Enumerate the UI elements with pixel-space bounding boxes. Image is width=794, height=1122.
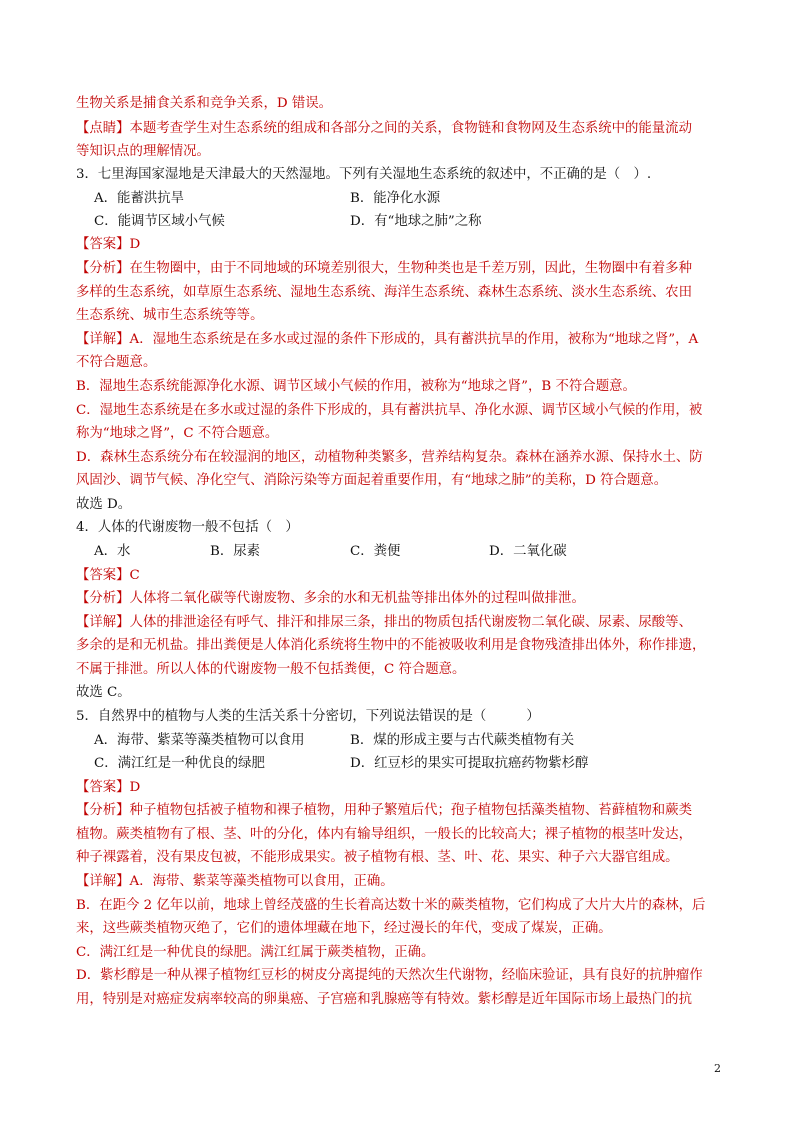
- q5-detail-line: 来，这些蕨类植物灭绝了，它们的遗体埋藏在地下，经过漫长的年代，变成了煤炭，正确。: [76, 921, 612, 936]
- q3-detail-line: C．湿地生态系统是在多水或过湿的条件下形成的，具有蓄洪抗旱、净化水源、调节区域小气候的作用，被: [76, 403, 703, 418]
- q4-detail-line: 【详解】人体的排泄途径有呼气、排汗和排尿三条，排出的物质包括代谢废物二氧化碳、尿素、尿酸等、: [76, 615, 692, 630]
- q4-conclusion: 故选 C。: [76, 685, 131, 700]
- q3-detail-line: 风固沙、调节气候、净化空气、消除污染等方面起着重要作用，有“地球之肺”的美称，D 符合题意。: [76, 473, 668, 488]
- q4-option-c: C．粪便: [350, 544, 401, 559]
- q5-analysis-line: 种子裸露着，没有果皮包被，不能形成果实。被子植物有根、茎、叶、花、果实、种子六大器官组成。: [76, 850, 679, 865]
- continuation-line: 生物关系是捕食关系和竞争关系，D 错误。: [76, 96, 333, 111]
- q3-option-d: D．有“地球之肺”之称: [350, 214, 482, 229]
- q5-analysis-line: 植物。蕨类植物有了根、茎、叶的分化，体内有输导组织，一般长的比较高大；裸子植物的根茎叶发达，: [76, 827, 692, 842]
- comment-line: 等知识点的理解情况。: [76, 144, 210, 159]
- q3-analysis-line: 【分析】在生物圈中，由于不同地域的环境差别很大，生物种类也是千差万别，因此，生物圈中有着多种: [76, 261, 692, 276]
- q3-detail-line: 称为“地球之肾”，C 不符合题意。: [76, 426, 279, 441]
- q5-option-c: C．满江红是一种优良的绿肥: [94, 756, 265, 771]
- q4-analysis-line: 【分析】人体将二氧化碳等代谢废物、多余的水和无机盐等排出体外的过程叫做排泄。: [76, 591, 585, 606]
- comment-line: 【点睛】本题考查学生对生态系统的组成和各部分之间的关系，食物链和食物网及生态系统中的能量流动: [76, 121, 692, 136]
- q3-detail-line: D．森林生态系统分布在较湿润的地区，动植物种类繁多，营养结构复杂。森林在涵养水源、保持水土、防: [76, 450, 703, 465]
- q4-option-d: D．二氧化碳: [489, 544, 567, 559]
- q5-option-b: B．煤的形成主要与古代蕨类植物有关: [350, 733, 575, 748]
- q3-option-c: C．能调节区域小气候: [94, 214, 225, 229]
- q3-analysis-line: 生态系统、城市生态系统等等。: [76, 308, 264, 323]
- q4-detail-line: 多余的是和无机盐。排出粪便是人体消化系统将生物中的不能被吸收利用是食物残渣排出体外，称作排遗，: [76, 638, 706, 653]
- q4-detail-line: 不属于排泄。所以人体的代谢废物一般不包括粪便，C 符合题意。: [76, 662, 466, 677]
- q4-option-a: A．水: [94, 544, 131, 559]
- q5-option-d: D．红豆杉的果实可提取抗癌药物紫杉醇: [350, 756, 589, 771]
- q3-detail-line: 不符合题意。: [76, 355, 157, 370]
- q5-detail-line: B．在距今 2 亿年以前，地球上曾经茂盛的生长着高达数十米的蕨类植物，它们构成了大片大片的森林，后: [76, 898, 706, 913]
- q5-detail-line: D．紫杉醇是一种从裸子植物红豆杉的树皮分离提纯的天然次生代谢物，经临床验证，具有良好的抗肿瘤作: [76, 968, 703, 983]
- q3-answer: 【答案】D: [76, 237, 141, 252]
- q4-answer: 【答案】C: [76, 568, 140, 583]
- q5-detail-line: 【详解】A．海带、紫菜等藻类植物可以食用，正确。: [76, 874, 394, 889]
- question-3-stem: 3．七里海国家湿地是天津最大的天然湿地。下列有关湿地生态系统的叙述中，不正确的是（ ）.: [76, 167, 652, 182]
- q5-option-a: A．海带、紫菜等藻类植物可以食用: [94, 733, 305, 748]
- q5-analysis-line: 【分析】种子植物包括被子植物和裸子植物，用种子繁殖后代；孢子植物包括藻类植物、苔藓植物和蕨类: [76, 803, 692, 818]
- q3-option-a: A．能蓄洪抗旱: [94, 191, 185, 206]
- question-4-stem: 4．人体的代谢废物一般不包括（ ）: [76, 520, 299, 535]
- q3-detail-line: 【详解】A．湿地生态系统是在多水或过湿的条件下形成的，具有蓄洪抗旱的作用，被称为“地球之肾”，A: [76, 332, 699, 347]
- q5-answer: 【答案】D: [76, 780, 141, 795]
- question-5-stem: 5．自然界中的植物与人类的生活关系十分密切，下列说法错误的是（ ）: [76, 709, 540, 724]
- page-number: 2: [714, 1062, 721, 1075]
- q5-detail-line: 用，特别是对癌症发病率较高的卵巢癌、子宫癌和乳腺癌等有特效。紫杉醇是近年国际市场上最热门的抗: [76, 992, 692, 1007]
- q3-analysis-line: 多样的生态系统，如草原生态系统、湿地生态系统、海洋生态系统、森林生态系统、淡水生态系统、农田: [76, 285, 692, 300]
- q3-conclusion: 故选 D。: [76, 497, 132, 512]
- q3-detail-line: B．湿地生态系统能源净化水源、调节区域小气候的作用，被称为“地球之肾”，B 不符合题意。: [76, 379, 636, 394]
- q3-option-b: B．能净化水源: [350, 191, 441, 206]
- q4-option-b: B．尿素: [210, 544, 261, 559]
- q5-detail-line: C．满江红是一种优良的绿肥。满江红属于蕨类植物，正确。: [76, 945, 435, 960]
